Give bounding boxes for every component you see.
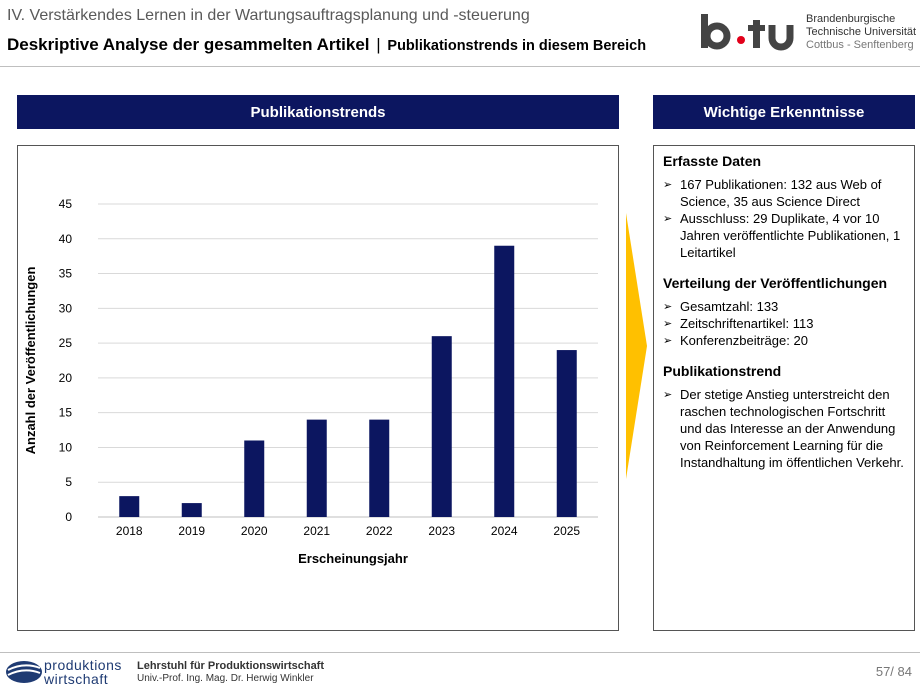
btu-logo-icon <box>698 12 798 52</box>
uni-line-1: Brandenburgische <box>806 13 896 25</box>
professor-name: Univ.-Prof. Ing. Mag. Dr. Herwig Winkler <box>137 673 314 684</box>
insight-item: ➢ Zeitschriftenartikel: 113 <box>663 315 905 332</box>
insight-item: ➢ Konferenzbeiträge: 20 <box>663 332 905 349</box>
x-tick-label: 2025 <box>553 524 581 538</box>
page-number: 57/ 84 <box>875 664 912 679</box>
y-tick-label: 20 <box>58 370 72 385</box>
university-name <box>806 13 916 52</box>
main-title-text: Deskriptive Analyse der gesammelten Artikel <box>7 35 370 54</box>
x-tick-label: 2020 <box>240 524 268 538</box>
key-insights-header: Wichtige Erkenntnisse <box>653 95 915 129</box>
x-tick-label: 2021 <box>303 524 331 538</box>
y-tick-label: 5 <box>65 475 72 490</box>
bar <box>432 336 452 517</box>
sub-title: Publikationstrends in diesem Bereich <box>387 38 647 54</box>
y-tick-label: 15 <box>58 405 72 420</box>
insight-list <box>663 386 905 471</box>
y-tick-label: 40 <box>58 231 72 246</box>
insight-item: ➢ Der stetige Anstieg unterstreicht den raschen technologischen Fortschritt und das Interesse an der Anwendung von Reinforcement Learning für die Instandhaltung im öffentlichen Verkehr. <box>663 386 905 471</box>
x-tick-label: 2019 <box>178 524 206 538</box>
bar <box>244 440 264 517</box>
x-tick-label: 2023 <box>428 524 456 538</box>
footer-logo-line-1: produktions <box>44 657 122 673</box>
arrow-right-icon <box>623 213 649 479</box>
insight-list <box>663 176 905 261</box>
section-title: IV. Verstärkendes Lernen in der Wartungsauftragsplanung und -steuerung <box>7 7 530 24</box>
bar <box>494 246 514 517</box>
insight-heading: Verteilung der Veröffentlichungen <box>663 275 888 291</box>
uni-line-3: Cottbus - Senftenberg <box>806 39 914 51</box>
y-tick-label: 45 <box>58 197 72 211</box>
insight-heading: Erfasste Daten <box>663 153 762 169</box>
bar <box>369 420 389 517</box>
chair-name: Lehrstuhl für Produktionswirtschaft <box>137 660 325 672</box>
insight-item: ➢ Ausschluss: 29 Duplikate, 4 vor 10 Jahren veröffentlichte Publikationen, 1 Leitartikel <box>663 210 905 261</box>
bar <box>557 350 577 517</box>
y-axis-label: Anzahl der Veröffentlichungen <box>23 266 38 455</box>
title-separator: | <box>376 35 381 54</box>
insight-item: ➢ 167 Publikationen: 132 aus Web of Science, 35 aus Science Direct <box>663 176 905 210</box>
y-tick-label: 10 <box>58 440 72 455</box>
bar <box>307 420 327 517</box>
publication-chart <box>17 145 619 631</box>
insight-item: ➢ Gesamtzahl: 133 <box>663 298 905 315</box>
footer-logo-line-2: wirtschaft <box>44 671 109 687</box>
y-tick-label: 35 <box>58 266 72 281</box>
y-tick-label: 25 <box>58 336 72 351</box>
bar <box>119 496 139 517</box>
publication-trends-header: Publikationstrends <box>17 95 619 129</box>
bar <box>182 503 202 517</box>
y-tick-label: 30 <box>58 301 72 316</box>
x-axis-label: Erscheinungsjahr <box>298 551 408 566</box>
header-divider <box>0 66 920 67</box>
x-tick-label: 2022 <box>365 524 393 538</box>
footer-divider <box>0 652 920 653</box>
insight-heading: Publikationstrend <box>663 363 782 379</box>
insight-list <box>663 298 905 349</box>
insights-box <box>653 145 915 631</box>
page-title <box>7 35 646 55</box>
uni-line-2: Technische Universität <box>806 26 917 38</box>
y-tick-label: 0 <box>65 510 72 524</box>
x-tick-label: 2018 <box>115 524 143 538</box>
bar-chart-svg <box>18 146 618 630</box>
x-tick-label: 2024 <box>490 524 518 538</box>
